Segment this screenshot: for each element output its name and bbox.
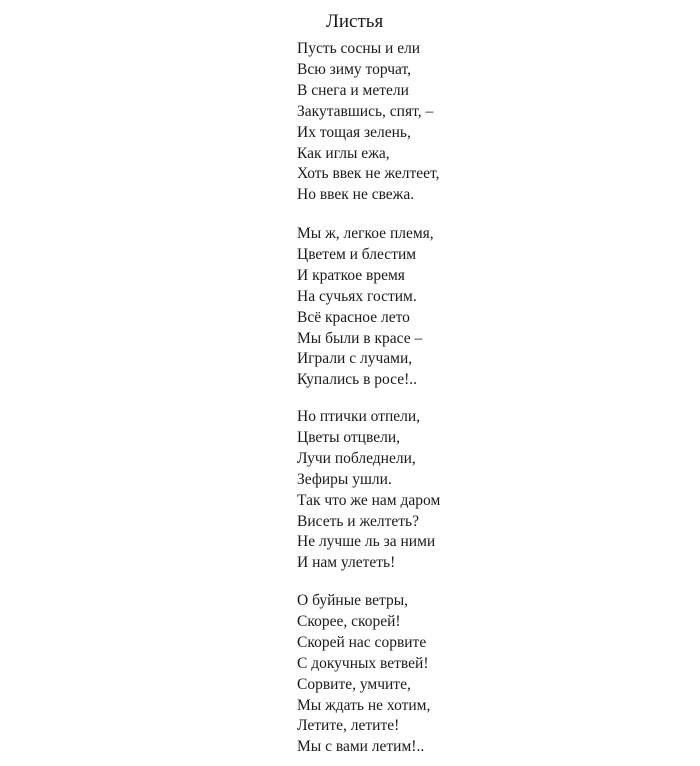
poem-title: Листья <box>326 11 384 32</box>
poem-line: Мы ждать не хотим, <box>297 696 431 714</box>
stanza-1 <box>297 39 440 206</box>
poem-line: И нам улететь! <box>297 554 396 572</box>
poem-line: Не лучше ль за ними <box>297 533 436 551</box>
poem-line: Сорвите, умчите, <box>297 675 411 693</box>
poem-line: Цветем и блестим <box>297 245 417 263</box>
poem-line: Зефиры ушли. <box>297 470 392 488</box>
poem-line: В снега и метели <box>297 81 409 99</box>
poem-line: И краткое время <box>297 266 405 284</box>
poem-line: Играли с лучами, <box>297 350 413 368</box>
stanza-4 <box>297 591 430 758</box>
poem-line: Мы с вами летим!.. <box>297 738 425 756</box>
poem-line: Хоть ввек не желтеет, <box>297 165 440 183</box>
poem-line: Всё красное лето <box>297 308 410 326</box>
poem-line: Пусть сосны и ели <box>297 40 421 57</box>
poem-line: Как иглы ежа, <box>297 144 390 162</box>
poem-line: С докучных ветвей! <box>297 654 429 672</box>
poem-line: Мы ж, легкое племя, <box>297 225 434 242</box>
poem-line: Купались в росе!.. <box>297 371 418 389</box>
poem-line: Всю зиму торчат, <box>297 60 411 78</box>
poem-line: Цветы отцвели, <box>297 428 400 446</box>
poem-line: Их тощая зелень, <box>297 123 411 141</box>
poem-line: Но ввек не свежа. <box>297 186 415 204</box>
poem-line: Так что же нам даром <box>297 491 441 509</box>
stanza-3 <box>297 407 440 574</box>
poem-line: Но птички отпели, <box>297 408 421 425</box>
poem-line: О буйные ветры, <box>297 592 408 609</box>
poem-line: Закутавшись, спят, – <box>297 102 434 120</box>
poem-line: Мы были в красе – <box>297 329 423 347</box>
poem-line: Летите, летите! <box>297 717 400 735</box>
poem-line: Скорей нас сорвите <box>297 633 427 651</box>
poem-line: Скорее, скорей! <box>297 612 401 630</box>
poem-line: На сучьях гостим. <box>297 287 417 305</box>
poem-line: Лучи побледнели, <box>297 449 416 467</box>
poem-line: Висеть и желтеть? <box>297 512 419 530</box>
stanza-2 <box>297 224 434 391</box>
